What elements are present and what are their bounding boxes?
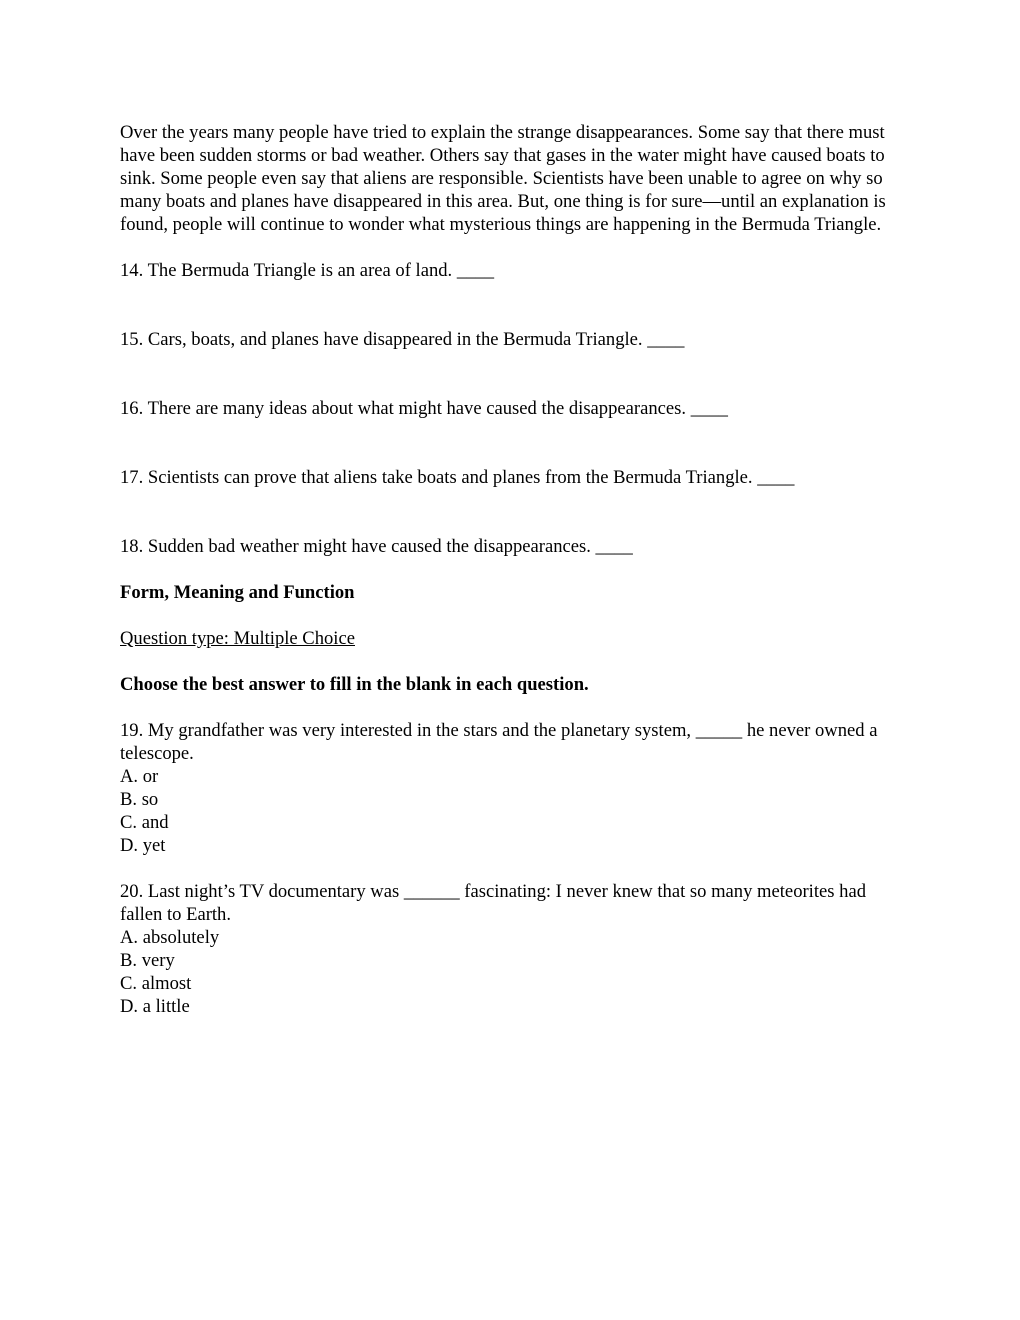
option-b: B. so bbox=[120, 789, 159, 810]
question-type-label: Question type: Multiple Choice bbox=[120, 628, 355, 649]
answer-blank: ____ bbox=[456, 260, 495, 281]
answer-blank: ____ bbox=[757, 467, 795, 488]
option-d: D. yet bbox=[120, 835, 166, 856]
answer-blank: ____ bbox=[595, 536, 633, 557]
question-text: Sudden bad weather might have caused the disappearances. bbox=[147, 536, 591, 557]
question-number: 14. bbox=[120, 260, 144, 281]
question-stem: 20. Last night’s TV documentary was ______ fascinating: I never knew that so many meteorites had fallen to Earth. bbox=[120, 881, 866, 925]
answer-blank: ____ bbox=[647, 329, 685, 350]
question-number: 17. bbox=[120, 467, 144, 488]
question-17 bbox=[120, 466, 910, 535]
question-text: Cars, boats, and planes have disappeared in the Bermuda Triangle. bbox=[147, 329, 643, 350]
option-c: C. and bbox=[120, 812, 169, 833]
question-stem: 19. My grandfather was very interested in the stars and the planetary system, _____ he never owned a telescope. bbox=[120, 720, 878, 764]
option-d: D. a little bbox=[120, 996, 190, 1017]
question-18 bbox=[120, 535, 910, 581]
question-20 bbox=[120, 880, 910, 1018]
question-text: The Bermuda Triangle is an area of land. bbox=[147, 260, 453, 281]
question-number: 16. bbox=[120, 398, 144, 419]
question-15 bbox=[120, 328, 910, 397]
true-false-questions bbox=[120, 259, 910, 581]
question-text: Scientists can prove that aliens take boats and planes from the Bermuda Triangle. bbox=[147, 467, 753, 488]
question-19 bbox=[120, 719, 910, 857]
section-heading: Form, Meaning and Function bbox=[120, 582, 355, 603]
reading-passage: Over the years many people have tried to explain the strange disappearances. Some say that there must have been sudden storms or bad weather. Others say that gases in the water might have caused boats to sink. Some people even say that aliens are responsible. Scientists have been unable to agree on why so many boats and planes have disappeared in this area. But, one thing is for sure—until an explanation is found, people will continue to wonder what mysterious things are happening in the Bermuda Triangle. bbox=[120, 122, 886, 235]
question-number: 15. bbox=[120, 329, 144, 350]
question-14 bbox=[120, 259, 910, 328]
document-page bbox=[120, 121, 910, 1041]
option-c: C. almost bbox=[120, 973, 192, 994]
option-a: A. or bbox=[120, 766, 159, 787]
answer-blank: ____ bbox=[690, 398, 728, 419]
question-16 bbox=[120, 397, 910, 466]
option-b: B. very bbox=[120, 950, 175, 971]
question-text: There are many ideas about what might have caused the disappearances. bbox=[147, 398, 687, 419]
instructions: Choose the best answer to fill in the blank in each question. bbox=[120, 674, 589, 695]
option-a: A. absolutely bbox=[120, 927, 220, 948]
question-number: 18. bbox=[120, 536, 144, 557]
